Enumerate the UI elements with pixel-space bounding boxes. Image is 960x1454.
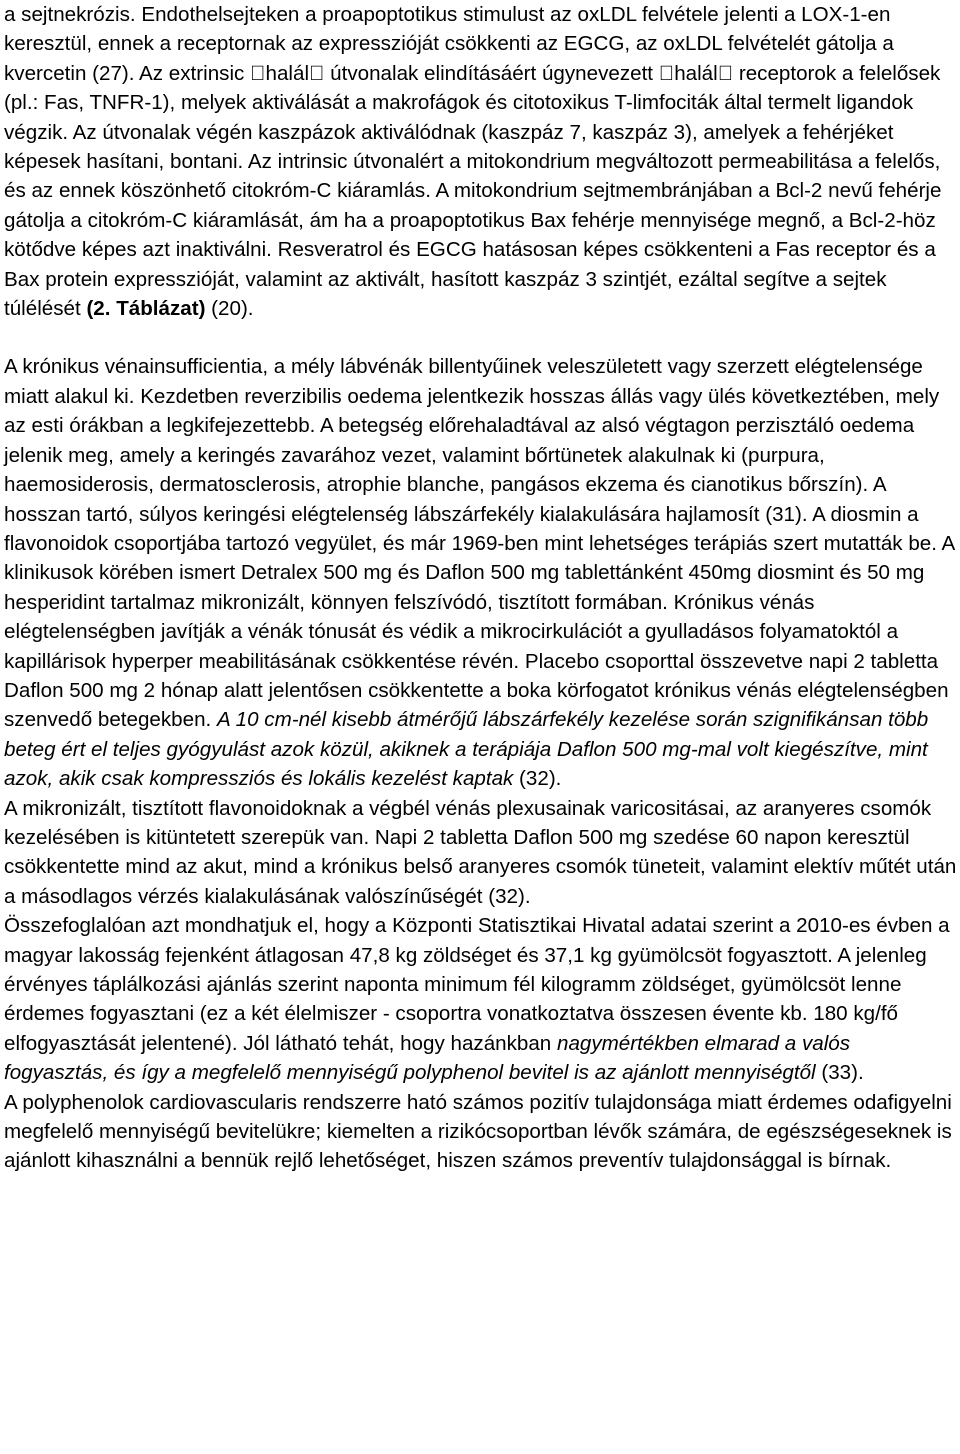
text-run: (33). bbox=[815, 1061, 864, 1085]
text-run: A krónikus vénainsufficientia, a mély lábvénák billentyűinek veleszületett vagy szerzett elégtelensége miatt alakul ki. Kezdetben reverzibilis oedema jelentkezik hosszas állás vagy ülés következtében, mely az esti órákban a legkifejezettebb. A betegség előrehaladtával az alsó végtagon perzisztáló oedema jelenik meg, amely a keringés zavarához vezet, valamint bőrtünetek alakulnak ki (purpura, haemosiderosis, dermatosclerosis, atrophie blanche, pangásos ekzema és cianotikus bőrszín). A hosszan tartó, súlyos keringési elégtelenség lábszárfekély kialakulására hajlamosít (31). A diosmin a flavonoidok csoportjába tartozó vegyület, és már 1969-ben mint lehetséges terápiás szert mutatták be. A klinikusok körében ismert Detralex 500 mg és Daflon 500 mg tablettánként 450mg diosmint és 50 mg hesperidint tartalmaz mikronizált, könnyen felszívódó, tisztított formában. Krónikus vénás elégtelenségben javítják a vénák tónusát és védik a mikrocirkulációt a gyulladásos folyamatoktól a kapillárisok hyperper meabilitásának csökkentése révén. Placebo csoporttal összevetve napi 2 tabletta Daflon 500 mg 2 hónap alatt jelentősen csökkentette a boka körfogatot krónikus vénás elégtelenségben szenvedő betegekben. bbox=[4, 355, 955, 732]
paragraph-hemorrhoids bbox=[4, 794, 957, 912]
text-run: (20). bbox=[123, 297, 172, 321]
text-run: Összefoglalóan azt mondhatjuk el, hogy a Központi Statisztikai Hivatal adatai szerint a 2010-es évben a magyar lakosság fejenként átlagosan 47,8 kg zöldséget és 37,1 kg gyümölcsöt fogyasztott. A jelenleg érvényes táplálkozási ajánlás szerint naponta minimum fél kilogramm zöldséget, gyümölcsöt lenne érdemes fogyasztani (ez a két élelmiszer - csoportra vonatkoztatva összesen évente kb. 180 kg/fő elfogyasztását jelentené). Jól látható tehát, hogy hazánkban bbox=[4, 914, 950, 1055]
text-run: (2. Táblázat) bbox=[4, 297, 124, 321]
text-run: A mikronizált, tisztított flavonoidoknak a végbél vénás plexusainak varicositásai, az aranyeres csomók kezelésében is kitüntetett szerepük van. Napi 2 tabletta Daflon 500 mg szedése 60 napon keresztül csökkentette mind az akut, mind a krónikus belső aranyeres csomók tüneteit, valamint elektív műtét után a másodlagos vérzés kialakulásának valószínűségét (32). bbox=[4, 796, 957, 908]
paragraph-venous-insufficiency bbox=[4, 352, 957, 793]
text-run: (32). bbox=[513, 767, 562, 791]
text-run: nagymértékben elmarad a valós fogyasztás, és így a megfelelő mennyiségű polyphenol bevitel is az ajánlott mennyiségtől bbox=[4, 1031, 851, 1085]
paragraph-summary-consumption bbox=[4, 911, 957, 1087]
text-run: a sejtnekrózis. Endothelsejteken a proapoptotikus stimulust az oxLDL felvétele jelenti a LOX-1-en keresztül, ennek a receptornak az expresszióját csökkenti az EGCG, az oxLDL felvételét gátolja a kvercetin (27). Az extrinsic halál útvonalak elindításáért úgynevezett halál receptorok a felelősek (pl.: Fas, TNFR-1), melyek aktiválását a makrofágok és citotoxikus T-limfociták által termelt ligandok végzik. Az útvonalak végén kaszpázok aktiválódnak (kaszpáz 7, kaszpáz 3), amelyek a fehérjéket képesek hasítani, bontani. Az intrinsic útvonalért a mitokondrium megváltozott permeabilitása a felelős, és az ennek köszönhető citokróm-C kiáramlás. A mitokondrium sejtmembránjában a Bcl-2 nevű fehérje gátolja a citokróm-C kiáramlását, ám ha a proapoptotikus Bax fehérje mennyisége megnő, a Bcl-2-höz kötődve képes azt inaktiválni. Resveratrol és EGCG hatásosan képes csökkenteni a Fas receptor és a Bax protein expresszióját, valamint az aktivált, hasított kaszpáz 3 szintjét, ezáltal segítve a sejtek túlélését bbox=[4, 3, 953, 291]
paragraph-apoptosis-pathways bbox=[4, 0, 957, 323]
text-run: A polyphenolok cardiovascularis rendszerre ható számos pozitív tulajdonsága miatt érdemes odafigyelni megfelelő mennyiségű bevitelükre; kiemelten a rizikócsoportban lévők számára, de egészségeseknek is ajánlott kihasználni a bennük rejlő lehetőséget, hiszen számos preventív tulajdonsággal is bírnak. bbox=[4, 1090, 952, 1173]
text-run: A 10 cm-nél kisebb átmérőjű lábszárfekély kezelése során szignifikánsan több beteg ért el teljes gyógyulást azok közül, akiknek a terápiája Daflon 500 mg-mal volt kiegészítve, mint azok, akik csak kompressziós és lokális kezelést kaptak bbox=[4, 708, 929, 791]
paragraph-polyphenol-conclusion bbox=[4, 1088, 957, 1176]
